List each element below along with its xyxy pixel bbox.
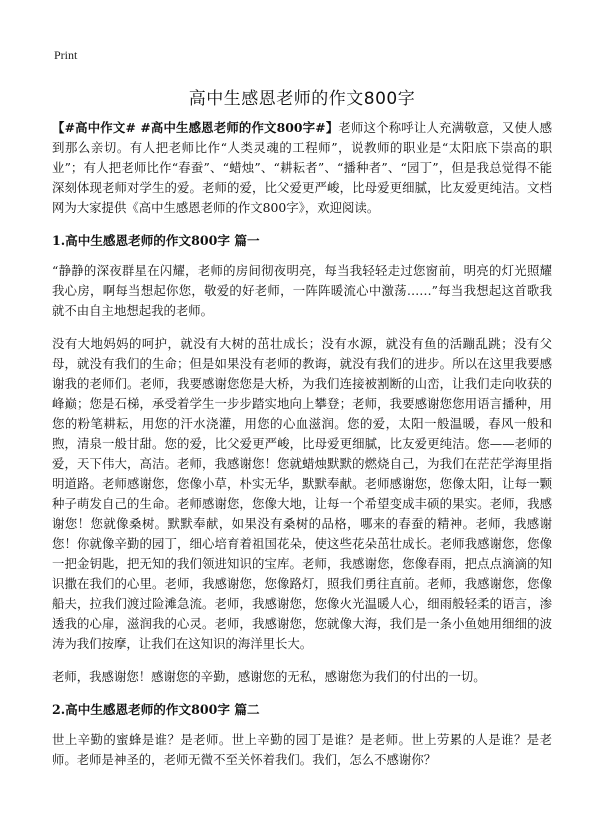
section-paragraph: 没有大地妈妈的呵护，就没有大树的茁壮成长；没有水源，就没有鱼的活蹦乱跳；没有父母，就没有我们的生命；但是如果没有老师的教诲，就没有我们的进步。所以在这里我要感谢我的老师们。老师，我要感谢您您是大桥，为我们连接被割断的山峦，让我们走向收获的峰巅；您是石梯，承受着学生一步步踏实地向上攀登；老师，我要感谢您您用语言播种，用您的粉笔耕耘，用您的汗水浇灌，用您的心血滋润。您的爱，太阳一般温暖，春风一般和煦，清泉一般甘甜。您的爱，比父爱更严峻，比母爱更细腻，比友爱更纯洁。您——老师的爱，天下伟大，高洁。老师，我感谢您！您就蜡烛默默的燃烧自己，为我们在茫茫学海里指明道路。老师感谢您，您像小草，朴实无华，默默奉献。老师感谢您，您像太阳，让每一颗种子萌发自己的生命。老师感谢您，您像大地，让每一个希望变成丰硕的果实。老师，我感谢您！您就像桑树。默默奉献，如果没有桑树的品格，哪来的春蚕的精神。老师，我感谢您！你就像辛勤的园丁，细心培育着祖国花朵，使这些花朵茁壮成长。老师我感谢您，您像一把金钥匙，把无知的我们领进知识的宝库。老师，我感谢您，您像春雨，把点点滴滴的知识撒在我们的心里。老师，我感谢您，您像路灯，照我们勇往直前。老师，我感谢您，您像船夫，拉我们渡过险滩急流。老师，我感谢您，您像火光温暖人心，细雨般轻柔的语言，渗透我的心扉，滋润我的心灵。老师，我感谢您，您就像大海，我们是一条小鱼她用细细的波涛为我们按摩，让我们在这知识的海洋里长大。 <box>52 336 552 651</box>
section-heading: 1.高中生感恩老师的作文800字 篇一 <box>52 233 260 248</box>
intro-paragraph <box>52 118 552 218</box>
intro-tag: 【#高中作文# #高中生感恩老师的作文800字#】 <box>52 120 339 135</box>
document-body <box>52 118 552 783</box>
section-heading: 2.高中生感恩老师的作文800字 篇二 <box>52 702 260 717</box>
section-paragraph: 老师，我感谢您！感谢您的辛勤，感谢您的无私，感谢您为我们的付出的一切。 <box>52 669 486 684</box>
section-paragraph: 世上辛勤的蜜蜂是谁？是老师。世上辛勤的园丁是谁？是老师。世上劳累的人是谁？是老师。老师是神圣的，老师无微不至关怀着我们。我们，怎么不感谢你？ <box>52 732 552 767</box>
intro-text: 老师这个称呼让人充满敬意，又使人感到那么亲切。有人把老师比作“人类灵魂的工程师”，说教师的职业是“太阳底下崇高的职业”；有人把老师比作“春蚕”、“蜡烛”、“耕耘者”、“播种者”、“园丁”，但是我总觉得不能深刻体现老师对学生的爱。老师的爱，比父爱更严峻，比母爱更细腻，比友爱更纯洁。文档网为大家提供《高中生感恩老师的作文800字》，欢迎阅读。 <box>52 120 552 215</box>
document-page <box>52 0 552 828</box>
print-link[interactable]: Print <box>54 48 78 62</box>
section-paragraph: “静静的深夜群星在闪耀，老师的房间彻夜明亮，每当我轻轻走过您窗前，明亮的灯光照耀我心房，啊每当想起你您，敬爱的好老师，一阵阵暖流心中激荡……”每当我想起这首歌我就不由自主地想起我的老师。 <box>52 263 552 318</box>
document-title: 高中生感恩老师的作文800字 <box>188 89 416 109</box>
